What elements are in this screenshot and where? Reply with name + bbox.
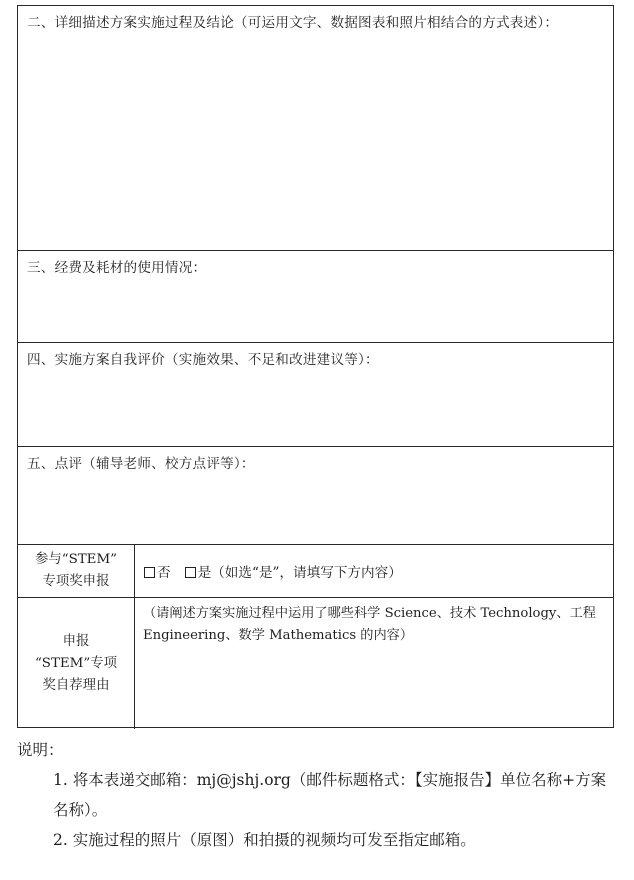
section-self-evaluation-label: 四、实施方案自我评价（实施效果、不足和改进建议等）： [27,352,379,368]
stem-reason-label-line2: “STEM”专项 [34,655,118,671]
stem-apply-label [18,545,135,597]
notes-title: 说明： [17,741,64,759]
instructions-notes [17,735,617,855]
notes-item-2: 2. 实施过程的照片（原图）和拍摄的视频均可发至指定邮箱。 [53,831,476,849]
section-self-evaluation[interactable] [18,343,613,447]
stem-reason-row [18,598,613,729]
stem-reason-hint: （请阐述方案实施过程中运用了哪些科学 Science、技术 Technology、工程 Engineering、数学 Mathematics 的内容） [143,606,596,643]
stem-apply-label-line1: 参与“STEM” [34,552,118,567]
yes-option-label: 是（如选“是”，请填写下方内容） [197,565,402,581]
stem-reason-label [18,598,135,729]
no-option-label: 否 [157,565,171,581]
report-form-table [17,5,614,728]
section-budget-usage[interactable] [18,251,613,343]
stem-apply-choices [144,561,402,581]
stem-reason-label-line1: 申报 [62,633,90,649]
section-review-comments-label: 五、点评（辅导老师、校方点评等）： [27,456,255,472]
section-process-description-label: 二、详细描述方案实施过程及结论（可运用文字、数据图表和照片相结合的方式表述）： [27,15,559,31]
section-process-description[interactable] [18,6,613,251]
stem-reason-label-line3: 奖自荐理由 [42,677,110,693]
yes-checkbox[interactable] [185,567,196,578]
no-checkbox[interactable] [144,567,155,578]
stem-reason-field[interactable] [143,603,609,647]
section-review-comments[interactable] [18,447,613,545]
notes-item-1: 1. 将本表递交邮箱：mj@jshj.org（邮件标题格式：【实施报告】单位名称+方案名称）。 [53,771,607,819]
stem-apply-label-line2: 专项奖申报 [42,574,110,589]
section-budget-usage-label: 三、经费及耗材的使用情况： [27,260,207,276]
stem-apply-row [18,545,613,598]
